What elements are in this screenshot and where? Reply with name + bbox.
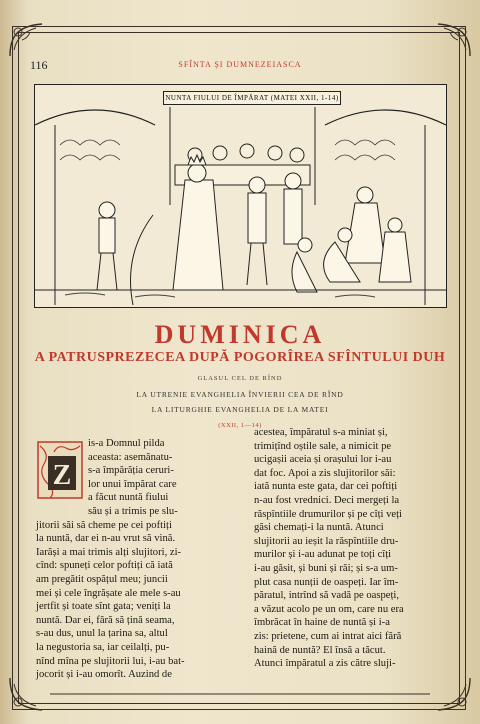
text-line: a văzut acolo pe un om, care nu era — [254, 603, 404, 615]
running-title: SFÎNTA ȘI DUMNEZEIASCA — [178, 60, 302, 69]
text-line: aceasta: asemănatu- — [88, 451, 173, 463]
utrenie-line: LA UTRENIE EVANGHELIA ÎNVIERII CEA DE RÎND — [136, 390, 344, 399]
text-line: n-au fost vrednici. Deci mergeți la — [254, 494, 400, 506]
text-line: a făcut nuntă fiului — [88, 492, 169, 504]
text-line: la negustoria sa, iar ceilalți, pu- — [36, 641, 170, 653]
text-line: Iarăși a mai trimis alți slujitori, zi- — [36, 546, 182, 558]
text-line: îmbrăcat în haine de nuntă și i-a — [254, 617, 390, 629]
text-line: lor unui împărat care — [88, 478, 177, 490]
text-line: acestea, împăratul s-a miniat și, — [254, 427, 388, 438]
text-line: mei și cele îngrășate ale mele s-au — [36, 587, 181, 599]
text-line: is-a Domnul pilda — [88, 438, 165, 449]
bottom-border-decoration — [0, 686, 480, 702]
page-subtitle: A PATRUSPREZECEA DUPĂ POGORÎREA SFÎNTULUI DUH — [34, 350, 446, 365]
text-line: la nuntă, dar ei n-au vrut să vină. — [36, 533, 176, 545]
text-line: i-au găsit, și buni și răi; și s-a um- — [254, 562, 398, 574]
dropcap-letter: Z — [52, 460, 72, 491]
text-line: plut casa nunții de oaspeți. Iar îm- — [254, 576, 399, 588]
text-line: s-au dus, unul la țarina sa, altul — [36, 628, 168, 640]
text-line: nuntă. Dar ei, fără să țină seama, — [36, 614, 175, 626]
right-column — [254, 426, 449, 671]
text-line: său și a trimis pe slu- — [88, 505, 178, 517]
page-number: 116 — [30, 58, 48, 72]
corner-ornament-top-left — [6, 20, 46, 60]
text-line: jocorit și i-au omorît. Auzind de — [36, 669, 172, 681]
liturghie-line: LA LITURGHIE EVANGHELIA DE LA MATEI — [151, 405, 329, 414]
page-title: DUMINICA — [154, 320, 326, 349]
glas-line: GLASUL CEL DE RÎND — [197, 375, 283, 382]
text-line: murilor și i-au adunat pe toți cîți — [254, 549, 392, 561]
text-line: dat foc. Apoi a zis slujitorilor săi: — [254, 467, 396, 479]
wedding-feast-illustration — [34, 84, 447, 308]
text-line: Atunci împăratul a zis către sluji- — [254, 658, 396, 670]
text-line: ucigașii aceia și orașului lor i-au — [254, 454, 392, 466]
text-line: haină de nuntă? El însă a tăcut. — [254, 644, 386, 656]
text-line: s-a împărăția ceruri- — [88, 465, 174, 477]
illustration-banner: NUNTA FIULUI DE ÎMPĂRAT (MATEI XXII, 1-14) — [163, 91, 341, 105]
left-column — [36, 437, 236, 682]
text-line: trimițînd oștile sale, a nimicit pe — [254, 440, 392, 452]
text-line: slujitorii au ieșit la răspîntiile dru- — [254, 535, 399, 547]
page-header — [30, 58, 450, 74]
text-line: păratul, intrînd să vadă pe oaspeți, — [254, 590, 400, 602]
engraving-scene — [35, 85, 446, 307]
text-line: cînd: spuneți celor poftiți că iată — [36, 560, 173, 572]
text-line: iată nunta este gata, dar cei poftiți — [254, 481, 398, 493]
scripture-reference: (XXII, 1—14) — [218, 422, 262, 429]
text-line: zis: prietene, cum ai intrat aici fără — [254, 630, 402, 642]
corner-ornament-top-right — [434, 20, 474, 60]
text-line: jitorii săi să cheme pe cei poftiți — [36, 519, 172, 531]
text-line: răspîntiile drumurilor și pe cîți veți — [254, 508, 402, 520]
text-line: nînd mîna pe slujitorii lui, i-au bat- — [36, 655, 185, 667]
text-line: am pregătit ospățul meu; juncii — [36, 573, 168, 585]
text-line: jertfit și toate sînt gata; veniți la — [36, 601, 171, 613]
text-line: găsi chemați-i la nuntă. Atunci — [254, 522, 384, 534]
